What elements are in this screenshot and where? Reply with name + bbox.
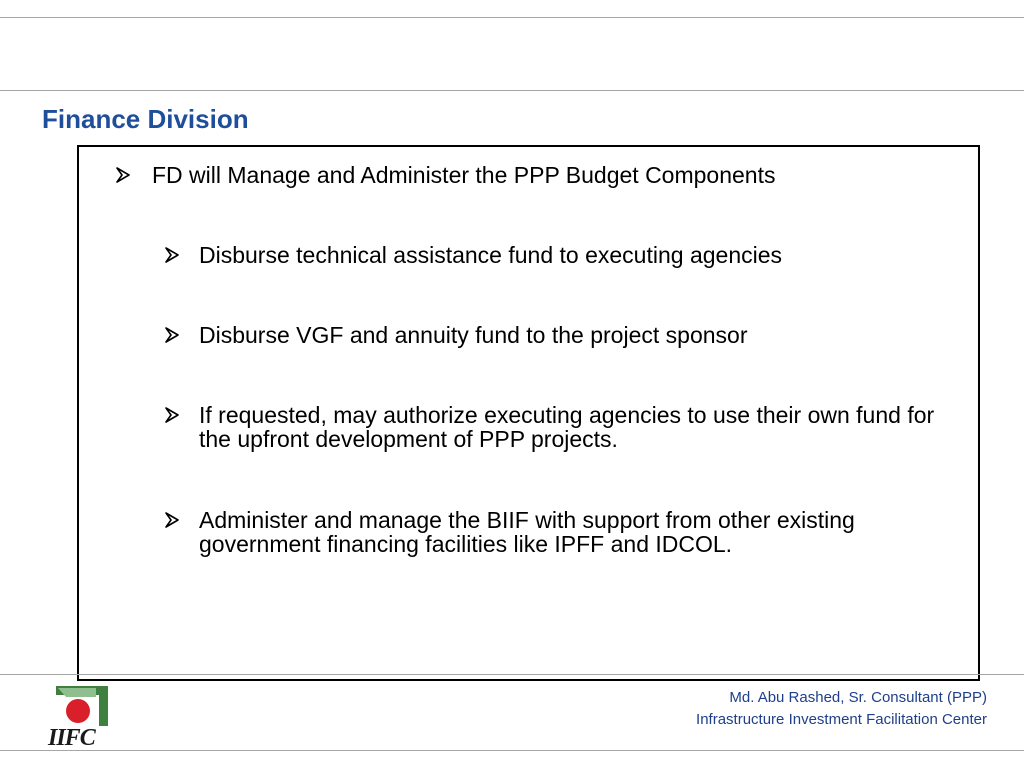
main-bullet-text: FD will Manage and Administer the PPP Budget Components [152,162,776,188]
slide-title: Finance Division [42,104,249,134]
arrow-bullet-icon [165,508,187,532]
header-divider [0,90,1024,91]
footer-divider-top [0,674,1024,675]
sub-bullet [165,403,945,451]
sub-bullet [165,243,955,267]
footer-author: Md. Abu Rashed, Sr. Consultant (PPP) [729,689,987,706]
sub-bullet-text: Disburse VGF and annuity fund to the project sponsor [199,322,748,348]
top-divider [0,17,1024,18]
arrow-bullet-icon [116,163,138,187]
footer-divider-bottom [0,750,1024,751]
logo-text: IIFC [48,725,95,751]
sub-bullet-text: If requested, may authorize executing agencies to use their own fund for the upfront development of PPP projects. [199,402,935,452]
sub-bullet-text: Administer and manage the BIIF with support from other existing government financing facilities like IPFF and IDCOL. [199,507,855,557]
arrow-bullet-icon [165,243,187,267]
sub-bullet [165,323,955,347]
footer-organization: Infrastructure Investment Facilitation Center [696,711,987,728]
sub-bullet [165,508,945,556]
arrow-bullet-icon [165,323,187,347]
sub-bullet-text: Disburse technical assistance fund to executing agencies [199,242,783,268]
main-bullet [116,163,956,187]
arrow-bullet-icon [165,403,187,427]
